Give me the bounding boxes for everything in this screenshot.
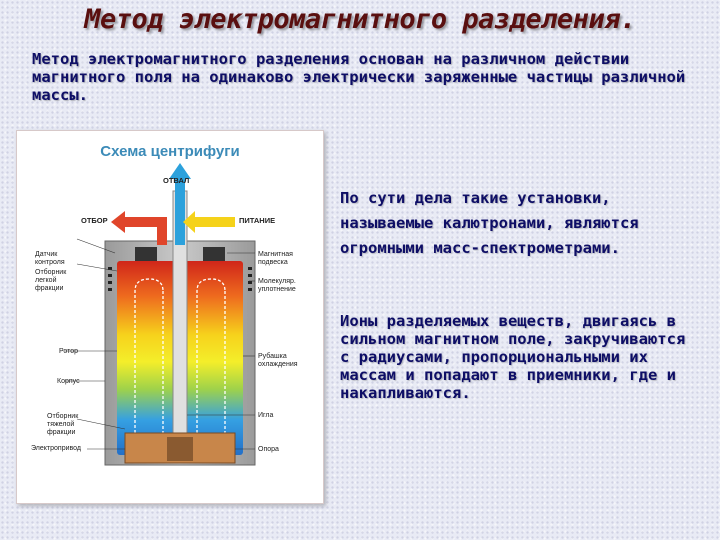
- centrifuge-figure: [16, 130, 324, 504]
- label-needle: Игла: [258, 412, 274, 419]
- otval-arrow-shaft: [175, 175, 185, 245]
- motor-core: [167, 437, 193, 461]
- slide-title: Метод электромагнитного разделения.: [84, 4, 636, 35]
- label-housing: Корпус: [57, 378, 80, 385]
- intro-paragraph: Метод электромагнитного разделения основан на различном действии магнитного поля на одинаково электрически заряженные частицы различной массы.: [32, 50, 686, 104]
- label-electric-drive: Электропривод: [31, 445, 81, 452]
- label-cooling-jacket: Рубашка охлаждения: [258, 353, 298, 368]
- label-molecular-seal: Молекуляр. уплотнение: [258, 278, 296, 293]
- label-rotor: Ротор: [59, 348, 79, 355]
- paragraph-ions: Ионы разделяемых веществ, двигаясь в сильном магнитном поле, закручиваются с радиусами, пропорциональными их массам и попадают в приемники, где и накапливаются.: [340, 312, 686, 402]
- label-otval: ОТВАЛ: [163, 176, 190, 185]
- otbor-arrow-head: [111, 211, 125, 233]
- label-support: Опора: [258, 446, 279, 453]
- label-heavy-fraction: Отборник тяжелой фракции: [47, 413, 79, 436]
- label-magnetic-suspension: Магнитная подвеска: [258, 251, 293, 266]
- label-otbor: ОТБОР: [81, 216, 108, 225]
- label-pitanie: ПИТАНИЕ: [239, 216, 276, 225]
- otbor-arrow-riser: [157, 217, 167, 245]
- paragraph-calutrons: По сути дела такие установки, называемые калютронами, являются огромными масс-спектрометрами.: [340, 189, 639, 257]
- pitanie-arrow-shaft: [195, 217, 235, 227]
- otbor-arrow-shaft: [125, 217, 161, 227]
- label-light-fraction: Отборник легкой фракции: [35, 269, 67, 292]
- label-sensor: Датчик контроля: [35, 251, 65, 266]
- magnet-block-left: [135, 247, 157, 261]
- magnet-block-right: [203, 247, 225, 261]
- figure-title: Схема центрифуги: [100, 143, 240, 160]
